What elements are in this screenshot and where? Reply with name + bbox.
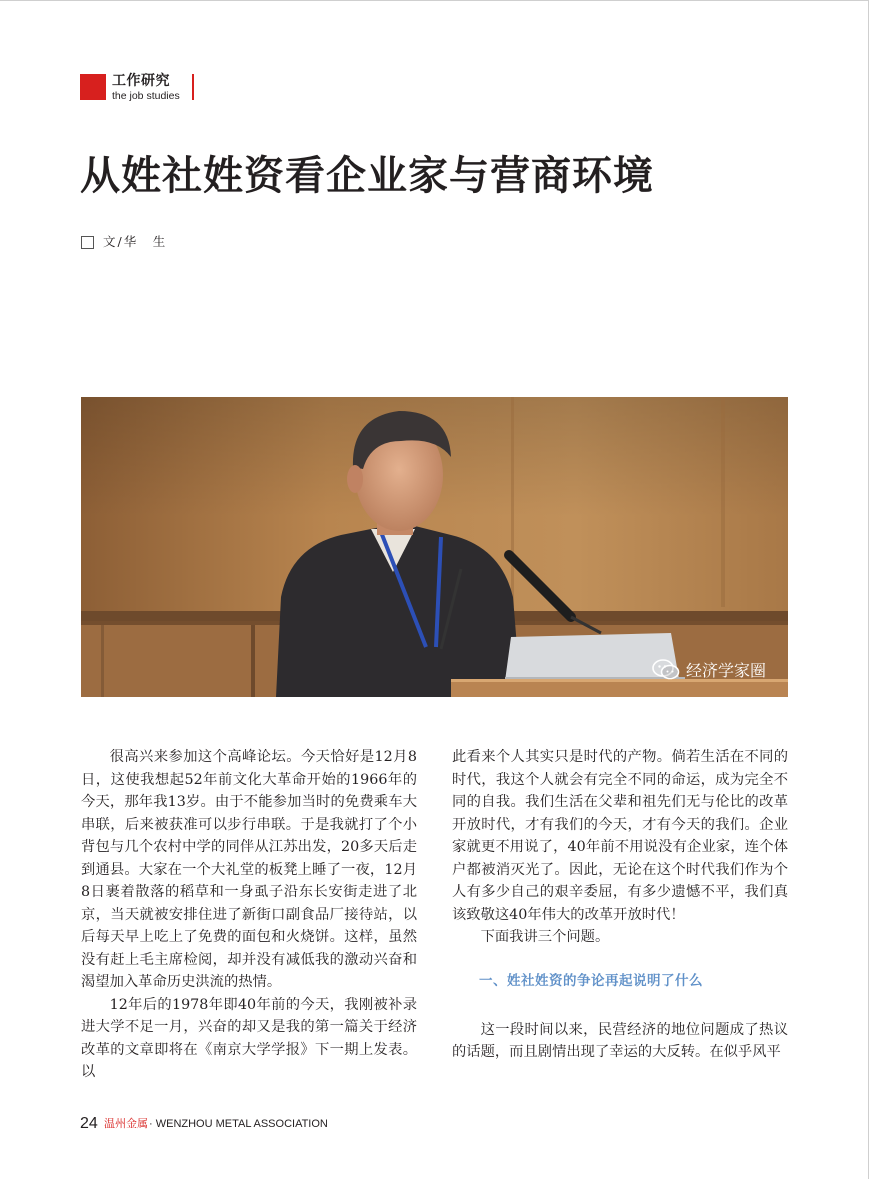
author-box-icon [81,236,94,249]
body-paragraph: 这一段时间以来，民营经济的地位问题成了热议的话题，而且剧情出现了幸运的大反转。在似乎风平 [452,1021,788,1060]
section-marker [80,74,106,100]
body-paragraph-continued: 此看来个人其实只是时代的产物。倘若生活在不同的时代，我这个人就会有完全不同的命运，成为完全不同的自我。我们生活在父辈和祖先们无与伦比的改革开放时代，才有我们的今天，才有今天的我们。企业家就更不用说了，40年前不用说没有企业家，连个体户都被消灭光了。因此，无论在这个时代我们作为个人有多少自己的艰辛委屈，有多少遗憾不平，我们真该致敬这40年伟大的改革开放时代！ [452,749,788,923]
section-title: 工作研究 [112,73,170,89]
watermark-text: 经济学家圈 [685,661,766,680]
body-paragraph: 12年后的1978年即40年前的今天，我刚被补录进大学不足一月，兴奋的却又是我的第一篇关于经济改革的文章即将在《南京大学学报》下一期上发表。以 [81,996,417,1080]
body-paragraph: 很高兴来参加这个高峰论坛。今天恰好是12月8日，这使我想起52年前文化大革命开始的1966年的今天，那年我13岁。由于不能参加当时的免费乘车大串联，后来被获准可以步行串联。于是我就打了个小背包与几个农村中学的同伴从江苏出发，20多天后走到通县。大家在一个大礼堂的板凳上睡了一夜，12月8日裹着散落的稻草和一身虱子沿东长安街走进了北京，当天就被安排住进了新街口副食品厂接待站，以后每天早上吃上了免费的面包和火烧饼。这样，虽然没有赶上毛主席检阅，却并没有减低我的激动兴奋和渴望加入革命历史洪流的热情。 [81,749,417,990]
photo-illustration [81,397,788,697]
body-column-right [452,746,788,1064]
magazine-name-en: · WENZHOU METAL ASSOCIATION [149,1118,328,1130]
section-subtitle: the job studies [112,90,180,102]
body-paragraph: 下面我讲三个问题。 [480,929,610,945]
photo-watermark [652,658,766,681]
author-byline: 文/华 生 [103,234,168,249]
article-title: 从姓社姓资看企业家与营商环境 [80,153,654,199]
body-column-left [81,746,417,1084]
wechat-icon [652,659,680,681]
page-number: 24 [80,1115,98,1132]
section-heading: 一、姓社姓资的争论再起说明了什么 [479,972,703,989]
magazine-name-cn: 温州金属 [104,1117,148,1130]
section-divider [192,74,194,100]
speaker-photo [81,397,788,697]
